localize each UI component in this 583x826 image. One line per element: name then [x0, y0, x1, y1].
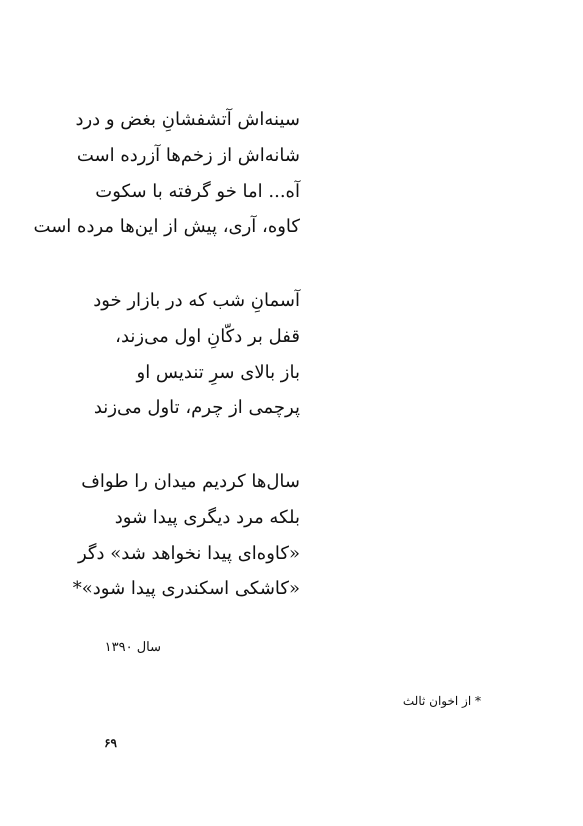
page-number: ۶۹	[104, 736, 117, 750]
poem-line: پرچمی از چرم، تاول می‌زند	[93, 397, 300, 418]
poem-line: «کاوه‌ای پیدا نخواهد شد» دگر	[78, 543, 300, 564]
poem-line: باز بالای سرِ تندیس او	[136, 362, 300, 383]
poem-line: سینه‌اش آتشفشانِ بغض و درد	[75, 109, 300, 130]
poem-line: شانه‌اش از زخم‌ها آزرده است	[76, 145, 300, 166]
footnote: * از اخوان ثالث	[402, 694, 481, 708]
poem-date: سال ۱۳۹۰	[104, 640, 161, 655]
poem-line: «کاشکی اسکندری پیدا شود»*	[72, 578, 300, 599]
poem-line: سال‌ها کردیم میدان را طواف	[81, 471, 300, 492]
poem-line: آسمانِ شب که در بازار خود	[93, 290, 300, 311]
poem-line: بلکه مرد دیگری پیدا شود	[114, 507, 300, 528]
poem-line: قفل بر دکّانِ اول می‌زند،	[115, 326, 300, 347]
poem-line: آه... اما خو گرفته با سکوت	[95, 181, 300, 202]
poem-line: کاوه، آری، پیش از این‌ها مرده است	[33, 216, 300, 237]
